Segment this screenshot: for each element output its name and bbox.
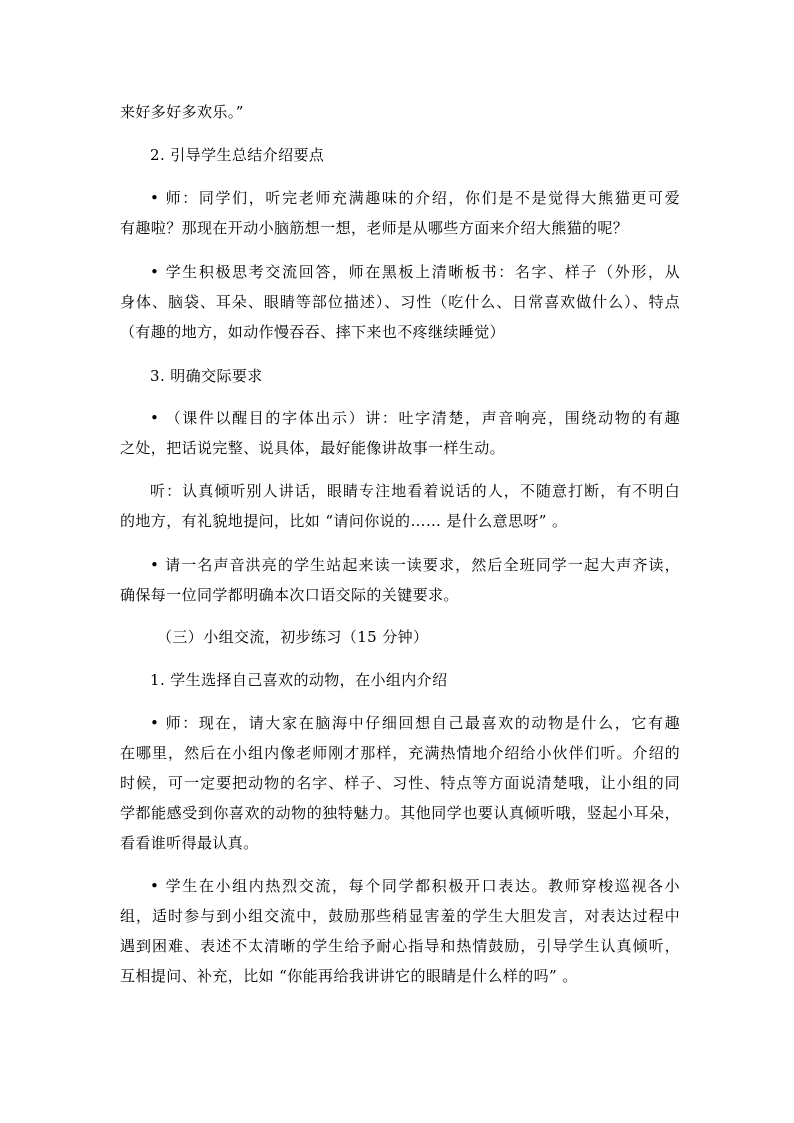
bullet-paragraph-line: • 师：现在，请大家在脑海中仔细回想自己最喜欢的动物是什么，它有趣: [150, 714, 680, 732]
text-line: 组，适时参与到小组交流中，鼓励那些稍显害羞的学生大胆发言，对表达过程中: [120, 907, 680, 925]
text-line: 看看谁听得最认真。: [120, 834, 259, 852]
section-heading: 2. 引导学生总结介绍要点: [150, 146, 325, 164]
text-line: 之处，把话说完整、说具体，最好能像讲故事一样生动。: [120, 439, 506, 457]
text-line: 学都能感受到你喜欢的动物的独特魅力。其他同学也要认真倾听哦，竖起小耳朵，: [120, 804, 680, 822]
text-line: 在哪里，然后在小组内像老师刚才那样，充满热情地介绍给小伙伴们听。介绍的: [120, 744, 680, 762]
section-heading: （三）小组交流，初步练习（15 分钟）: [157, 628, 429, 646]
text-line: 身体、脑袋、耳朵、眼睛等部位描述）、习性（吃什么、日常喜欢做什么）、特点: [120, 293, 680, 311]
text-line: （有趣的地方，如动作慢吞吞、摔下来也不疼继续睡觉）: [120, 323, 506, 341]
paragraph-line: 听：认真倾听别人讲话，眼睛专注地看着说话的人，不随意打断，有不明白: [150, 482, 680, 500]
bullet-paragraph-line: • 学生积极思考交流回答，师在黑板上清晰板书：名字、样子（外形，从: [150, 263, 680, 281]
text-line: 遇到困难、表述不太清晰的学生给予耐心指导和热情鼓励，引导学生认真倾听，: [120, 937, 680, 955]
bullet-paragraph-line: • 请一名声音洪亮的学生站起来读一读要求，然后全班同学一起大声齐读，: [150, 556, 680, 574]
text-line: 时候，可一定要把动物的名字、样子、习性、特点等方面说清楚哦，让小组的同: [120, 774, 680, 792]
text-line: 的地方，有礼貌地提问，比如 “请问你说的…… 是什么意思呀” 。: [120, 512, 568, 530]
bullet-paragraph-line: • 师：同学们，听完老师充满趣味的介绍，你们是不是觉得大熊猫更可爱: [150, 189, 680, 207]
text-line: 互相提问、补充，比如 “你能再给我讲讲它的眼睛是什么样的吗” 。: [120, 967, 578, 985]
section-heading: 1. 学生选择自己喜欢的动物，在小组内介绍: [150, 671, 448, 689]
text-line: 确保每一位同学都明确本次口语交际的关键要求。: [120, 586, 459, 604]
text-line: 来好多好多欢乐。”: [120, 103, 244, 121]
section-heading: 3. 明确交际要求: [150, 367, 263, 385]
bullet-paragraph-line: • 学生在小组内热烈交流，每个同学都积极开口表达。教师穿梭巡视各小: [150, 877, 680, 895]
bullet-paragraph-line: • （课件以醒目的字体出示）讲：吐字清楚，声音响亮，围绕动物的有趣: [150, 409, 680, 427]
text-line: 有趣啦？那现在开动小脑筋想一想，老师是从哪些方面来介绍大熊猫的呢？: [120, 219, 629, 237]
